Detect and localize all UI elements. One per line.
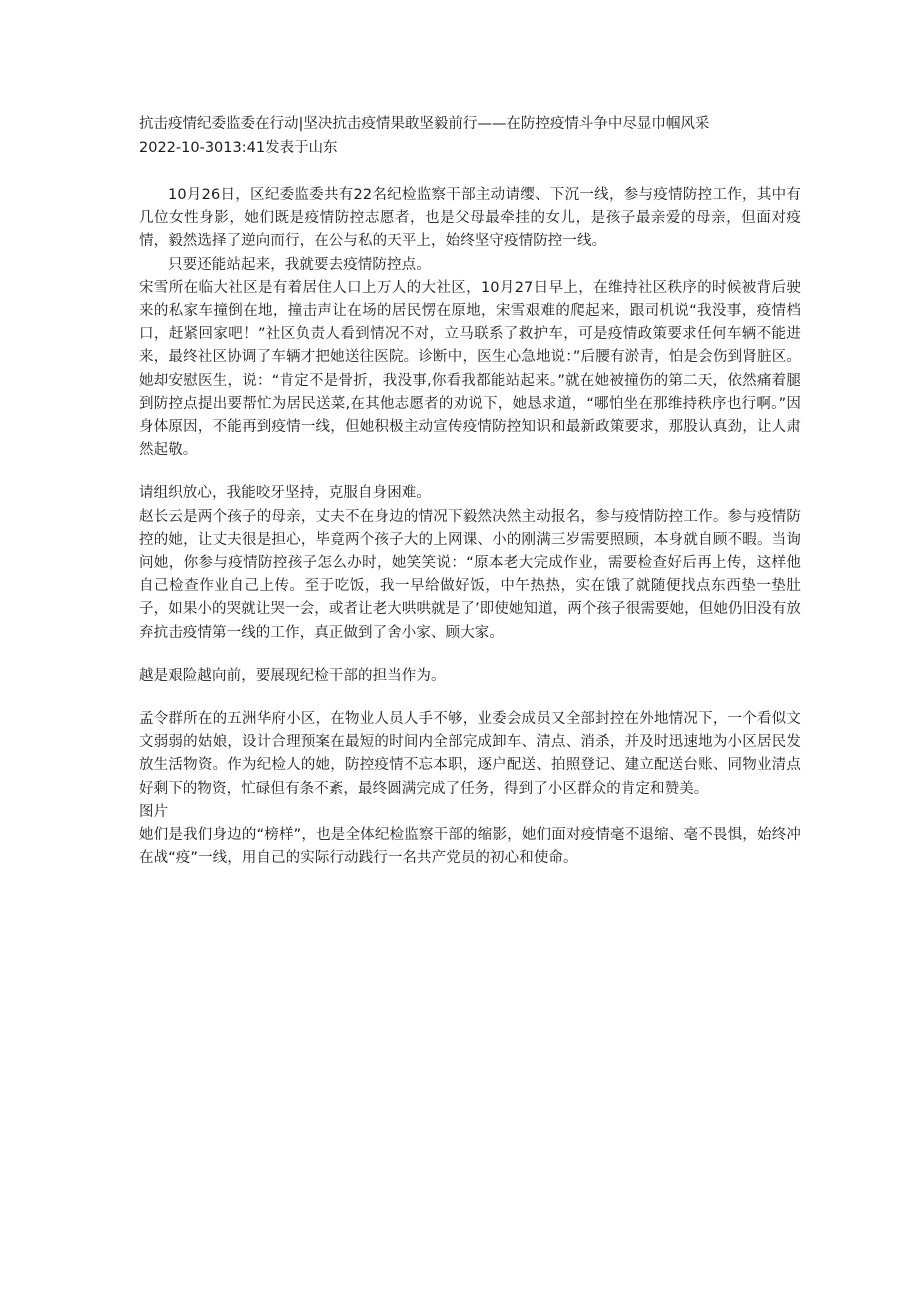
paragraph-intro: 10月26日，区纪委监委共有22名纪检监察干部主动请缨、下沉一线，参与疫情防控工作，其中有几位女性身影，她们既是疫情防控志愿者，也是父母最牵挂的女儿，是孩子最亲爱的母亲，但面对疫情，毅然选择了逆向而行，在公与私的天平上，始终坚守疫情防控一线。 [139, 187, 801, 250]
article-byline: 2022-10-3013:41发表于山东 [139, 140, 338, 156]
article-title: 抗击疫情纪委监委在行动|坚决抗击疫情果敢坚毅前行——在防控疫情斗争中尽显巾帼风采 [139, 116, 710, 132]
subheading-1: 只要还能站起来，我就要去疫情防控点。 [168, 256, 431, 273]
paragraph-conclusion: 她们是我们身边的“榜样”，也是全体纪检监察干部的缩影，她们面对疫情毫不退缩、毫不畏惧，始终冲在战“疫”一线，用自己的实际行动践行一名共产党员的初心和使命。 [139, 827, 801, 867]
article [139, 112, 801, 870]
paragraph-zhao-changyun: 赵长云是两个孩子的母亲，丈夫不在身边的情况下毅然决然主动报名，参与疫情防控工作。参与疫情防控的她，让丈夫很是担心，毕竟两个孩子大的上网课、小的刚满三岁需要照顾，本身就自顾不暇。当询问她，你参与疫情防控孩子怎么办时，她笑笑说：“原本老大完成作业，需要检查好后再上传，这样他自己检查作业自己上传。至于吃饭，我一早给做好饭，中午热热，实在饿了就随便找点东西垫一垫肚子，如果小的哭就让哭一会，或者让老大哄哄就是了’即使她知道，两个孩子很需要她，但她仍旧没有放弃抗击疫情第一线的工作，真正做到了舍小家、顾大家。 [139, 508, 801, 641]
image-caption: 图片 [139, 803, 169, 820]
paragraph-meng-lingqun: 孟令群所在的五洲华府小区，在物业人员人手不够，业委会成员又全部封控在外地情况下，一个看似文文弱弱的姑娘，设计合理预案在最短的时间内全部完成卸车、清点、消杀，并及时迅速地为小区居民发放生活物资。作为纪检人的她，防控疫情不忘本职，逐户配送、拍照登记、建立配送台账、同物业清点好剩下的物资，忙碌但有条不紊，最终圆满完成了任务，得到了小区群众的肯定和赞美。 [139, 711, 801, 797]
subheading-3: 越是艰险越向前，要展现纪检干部的担当作为。 [139, 667, 446, 684]
paragraph-song-xue: 宋雪所在临大社区是有着居住人口上万人的大社区，10月27日早上，在维持社区秩序的时候被背后驶来的私家车撞倒在地，撞击声让在场的居民愣在原地，宋雪艰难的爬起来，跟司机说“我没事，疫情档口，赶紧回家吧！”社区负责人看到情况不对，立马联系了救护车，可是疫情政策要求任何车辆不能进来，最终社区协调了车辆才把她送往医院。诊断中，医生心急地说：”后腰有淤青，怕是会伤到肾脏区。她却安慰医生，说：“肯定不是骨折，我没事,你看我都能站起来。”就在她被撞伤的第二天，依然痛着腿到防控点提出要帮忙为居民送菜,在其他志愿者的劝说下，她恳求道，“哪怕坐在那维持秩序也行啊。”因身体原因，不能再到疫情一线，但她积极主动宣传疫情防控知识和最新政策要求，那股认真劲，让人肃然起敬。 [139, 279, 801, 459]
subheading-2: 请组织放心，我能咬牙坚持，克服自身困难。 [139, 485, 431, 502]
